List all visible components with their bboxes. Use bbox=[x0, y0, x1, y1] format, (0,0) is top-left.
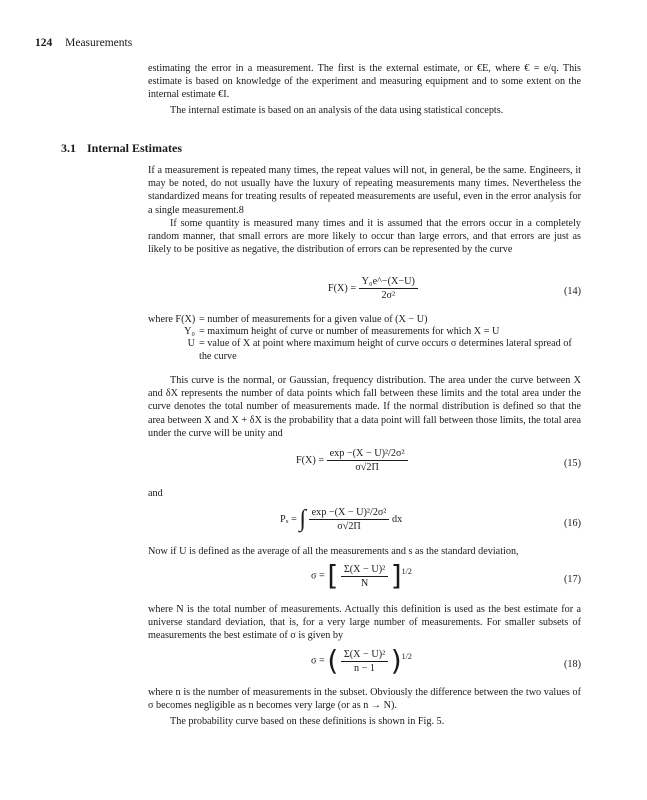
eq14-lhs: F(X) = bbox=[328, 282, 357, 294]
definition-row bbox=[148, 338, 581, 362]
eq15-numerator: exp −(X − U)²/2σ² bbox=[327, 448, 408, 461]
section-heading bbox=[61, 141, 182, 156]
eq16-lhs: Pₓ = bbox=[280, 513, 297, 525]
definition-text: = value of X at point where maximum height of curve occurs σ determines lateral spread of the curve bbox=[199, 338, 572, 362]
eq18-numerator: Σ(X − U)² bbox=[341, 649, 388, 662]
definition-row bbox=[148, 314, 581, 326]
eq15-denominator: σ√2Π bbox=[355, 462, 379, 473]
eq18-fraction bbox=[341, 649, 388, 674]
paragraph-1: If a measurement is repeated many times, the repeat values will not, in general, be the same. Engineers, it may be noted, do not usually have the luxury of repeating measurements many times. Nevertheless the standardized means for treating results of repeated measurements are useful, even in the error analysis for a single measurement.8 bbox=[148, 165, 581, 216]
definition-text: = maximum height of curve or number of measurements for which X = U bbox=[199, 326, 500, 338]
running-header bbox=[35, 37, 132, 49]
definition-term: U bbox=[187, 338, 195, 350]
integral-sign: ∫ bbox=[299, 506, 307, 532]
definition-text: = number of measurements for a given value of (X − U) bbox=[199, 314, 428, 325]
left-paren: ( bbox=[327, 644, 339, 677]
eq16-denominator: σ√2Π bbox=[337, 521, 361, 532]
eq16-numerator: exp −(X − U)²/2σ² bbox=[309, 507, 390, 520]
paragraph-5: where N is the total number of measurements. Actually this definition is used as the best estimate for a universe standard deviation, that is, for a very large number of measurements. For smaller subsets of measurements the best estimate of σ is given by bbox=[148, 604, 581, 642]
eq18-lhs: σ = bbox=[311, 655, 325, 667]
definition-term: where F(X) bbox=[148, 314, 196, 325]
section-number: 3.1 bbox=[61, 141, 76, 155]
paragraph-4: Now if U is defined as the average of all the measurements and s as the standard deviation, bbox=[148, 546, 519, 557]
eq15-lhs: F(X) = bbox=[296, 454, 325, 466]
paragraph-6: where n is the number of measurements in the subset. Obviously the difference between the two values of σ becomes negligible as n becomes very large (or as n → N). bbox=[148, 687, 581, 712]
eq17-exponent: 1/2 bbox=[401, 566, 412, 576]
eq16-dx: dx bbox=[392, 513, 403, 525]
eq18-number: (18) bbox=[564, 659, 581, 670]
eq14-numerator: Y₀e^−(X−U) bbox=[359, 276, 418, 289]
eq17-number: (17) bbox=[564, 574, 581, 585]
right-paren: ) bbox=[390, 644, 402, 677]
section-title: Internal Estimates bbox=[87, 141, 182, 155]
paragraph-3: This curve is the normal, or Gaussian, frequency distribution. The area under the curve between X and δX represents the number of data points which fall between these limits and the total area under the curve denotes the total number of measurements made. If the normal distribution is defined so that the area between X and X + δX is the probability that a data point will fall between those limits, the total area under the curve will be unity and bbox=[148, 375, 581, 439]
eq16-fraction bbox=[309, 507, 390, 532]
eq17-denominator: N bbox=[360, 577, 369, 589]
eq14-number: (14) bbox=[564, 286, 581, 297]
paragraph-intro: estimating the error in a measurement. The first is the external estimate, or €E, where € = e/q. This estimate is based on knowledge of the experiment and measuring equipment and to some extent on the internal estimate €I. bbox=[148, 63, 581, 101]
eq18-exponent: 1/2 bbox=[401, 651, 412, 661]
eq16-number: (16) bbox=[564, 518, 581, 529]
eq14-fraction bbox=[359, 276, 418, 301]
eq15-fraction bbox=[327, 448, 408, 473]
eq17-numerator: Σ(X − U)² bbox=[341, 564, 388, 577]
paragraph-2: If some quantity is measured many times and it is assumed that the errors occur in a completely random manner, that small errors are more likely to occur than large errors, and that errors are just as likely to be positive as negative, the distribution of errors can be represented by the curve bbox=[148, 218, 581, 256]
left-bracket: [ bbox=[327, 559, 339, 592]
variable-definitions bbox=[148, 314, 581, 363]
eq17-fraction bbox=[341, 564, 388, 589]
page-number: 124 bbox=[35, 37, 53, 49]
running-title: Measurements bbox=[65, 37, 133, 49]
eq15-number: (15) bbox=[564, 458, 581, 469]
paragraph-7: The probability curve based on these definitions is shown in Fig. 5. bbox=[170, 716, 445, 727]
paragraph-intro-2: The internal estimate is based on an analysis of the data using statistical concepts. bbox=[170, 105, 504, 116]
definition-term: Y₀ bbox=[184, 326, 195, 338]
and-word: and bbox=[148, 488, 163, 499]
definition-row bbox=[148, 326, 581, 338]
eq18-denominator: n − 1 bbox=[353, 662, 375, 674]
right-bracket: ] bbox=[390, 559, 402, 592]
eq14-denominator: 2σ² bbox=[381, 290, 396, 301]
eq17-lhs: σ = bbox=[311, 570, 325, 582]
